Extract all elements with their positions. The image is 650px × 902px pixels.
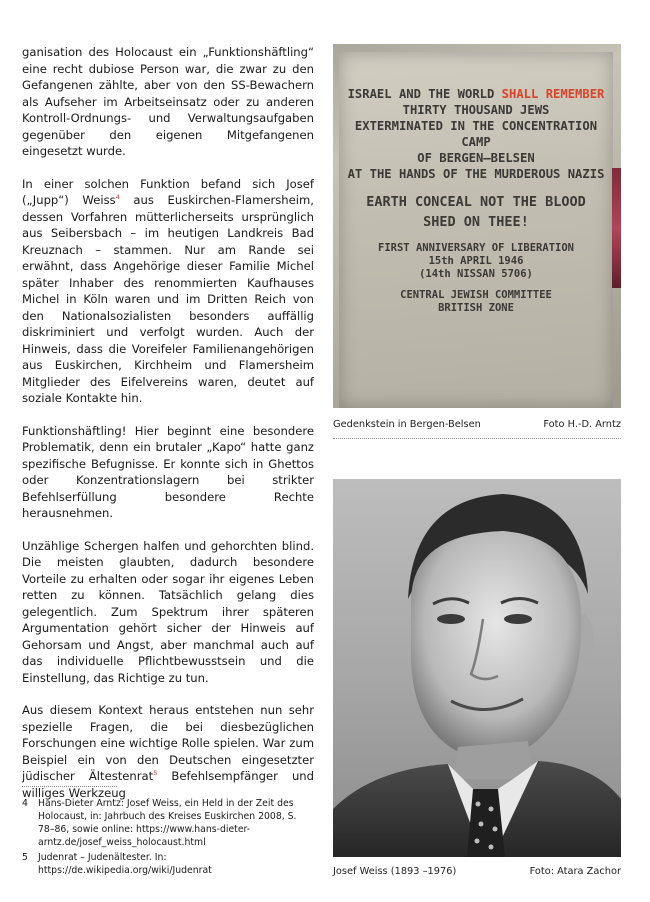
paragraph-5-text-a: Aus diesem Kontext heraus entstehen nun sehr spezielle Fragen, die bei diesbezüglichen Forschungen eine wichtige Rolle spielen. War zum Beispiel ein von den Deutschen eingesetzter jüdischer Ältestenrat (22, 703, 314, 783)
paragraph-5-text-b: Befehlsempfänger und williges Werkzeug (22, 769, 314, 800)
inscription-line-8: FIRST ANNIVERSARY OF LIBERATION (378, 242, 574, 254)
memorial-stone-photo (333, 44, 621, 408)
inscription-line-1 (339, 86, 613, 102)
portrait-photo-credit: Foto: Atara Zachor (529, 866, 621, 877)
inscription-line-7: SHED ON THEE! (423, 214, 529, 230)
inscription-line-4: OF BERGEN–BELSEN (417, 151, 535, 165)
inscription-line-12: BRITISH ZONE (438, 302, 514, 314)
footnotes (22, 797, 314, 879)
inscription-highlight: SHALL REMEMBER (501, 87, 605, 101)
paragraph-2-text-b: aus Euskirchen-Flamersheim, dessen Vorfahren mütterlicherseits ursprünglich aus Seibersbach – im heutigen Landkreis Bad Kreuznach – stammen. Nur am Rande sei erwähnt, dass Angehörige dieser Familie Michel später Inhaber des renommierten Kaufhauses Michel in Köln waren und im Dritten Reich von den Nationalsozialisten besonders auffällig diskriminiert und verfolgt wurden. Auch der Hinweis, dass die Voreifeler Familienangehörigen aus Euskirchen, Kirchheim und Flamersheim Mitglieder des Eifelvereins waren, deutet auf soziale Kontakte hin. (22, 193, 314, 405)
flowers-decoration (612, 168, 621, 288)
portrait-illustration (333, 479, 621, 857)
paragraph-1: ganisation des Holocaust ein „Funktionshäftling“ eine recht dubiose Person war, die zwar zu den Gefangenen zählte, aber von den SS-Bewachern als Aufseher im Arbeitseinsatz oder zu anderen Kontroll-Ordnungs- und Verwaltungsaufgaben gegenüber den eigenen Mitgefangenen eingesetzt wurde. (22, 45, 314, 158)
stone-caption: Gedenkstein in Bergen-Belsen (333, 419, 481, 430)
face (411, 531, 581, 759)
inscription-line-2: THIRTY THOUSAND JEWS (402, 103, 550, 117)
paragraph-4: Unzählige Schergen halfen und gehorchten blind. Die meisten glaubten, dadurch besondere Vorteile zu erhalten oder sogar ihr eigenes Leben retten zu können. Tatsächlich gelang dies gelegentlich. Zum Spektrum ihrer späteren Argumentation gehört sicher der Hinweis auf Gehorsam und Angst, aber manchmal auch auf das individuelle Pflichtbewusstsein und die Einstellung, das Richtige zu tun. (22, 538, 314, 685)
portrait-caption: Josef Weiss (1893 –1976) (333, 866, 457, 877)
footnote-5 (22, 851, 314, 877)
inscription-line-9: 15th APRIL 1946 (428, 255, 524, 267)
stone-photo-credit: Foto H.-D. Arntz (543, 419, 621, 430)
paragraph-3: Funktionshäftling! Hier beginnt eine besondere Problematik, denn ein brutaler „Kapo“ hatte ganz spezifische Befugnisse. Er konnte sich in Ghettos oder Konzentrationslagern bei strikter Befehlserfüllung besondere Rechte herausnehmen. (22, 423, 314, 520)
inscription-line-3: EXTERMINATED IN THE CONCENTRATION CAMP (354, 119, 598, 149)
footnote-ref-4[interactable]: 4 (115, 193, 120, 202)
stone-inscription (339, 86, 613, 315)
inscription-line-1-a: ISRAEL AND THE WORLD (347, 87, 502, 101)
article-body (22, 44, 314, 801)
inscription-line-5: AT THE HANDS OF THE MURDEROUS NAZIS (347, 167, 605, 181)
paragraph-2 (22, 176, 314, 407)
paragraph-2-text-a: In einer solchen Funktion befand sich Josef („Jupp“) Weiss (22, 176, 314, 207)
caption-divider (333, 438, 621, 439)
footnote-4 (22, 797, 314, 849)
right-eye (504, 614, 532, 624)
footnote-text: Hans-Dieter Arntz: Josef Weiss, ein Held in der Zeit des Holocaust, in: Jahrbuch des Kreises Euskirchen 2008, S. 78–86, sowie online: https://www.hans-dieter-arntz.de/josef_weiss_holocaust.html (38, 798, 297, 848)
footnote-number: 5 (22, 852, 28, 863)
footnote-number: 4 (22, 798, 28, 809)
inscription-line-6: EARTH CONCEAL NOT THE BLOOD (366, 194, 586, 210)
footnote-ref-5[interactable]: 5 (153, 769, 158, 778)
footnote-divider (22, 786, 117, 787)
left-eye (437, 614, 465, 624)
footnote-text: Judenrat – Judenältester. In: https://de.wikipedia.org/wiki/Judenrat (38, 852, 212, 876)
inscription-line-11: CENTRAL JEWISH COMMITTEE (400, 289, 552, 301)
inscription-line-10: (14th NISSAN 5706) (419, 268, 533, 280)
portrait-photo (333, 479, 621, 857)
